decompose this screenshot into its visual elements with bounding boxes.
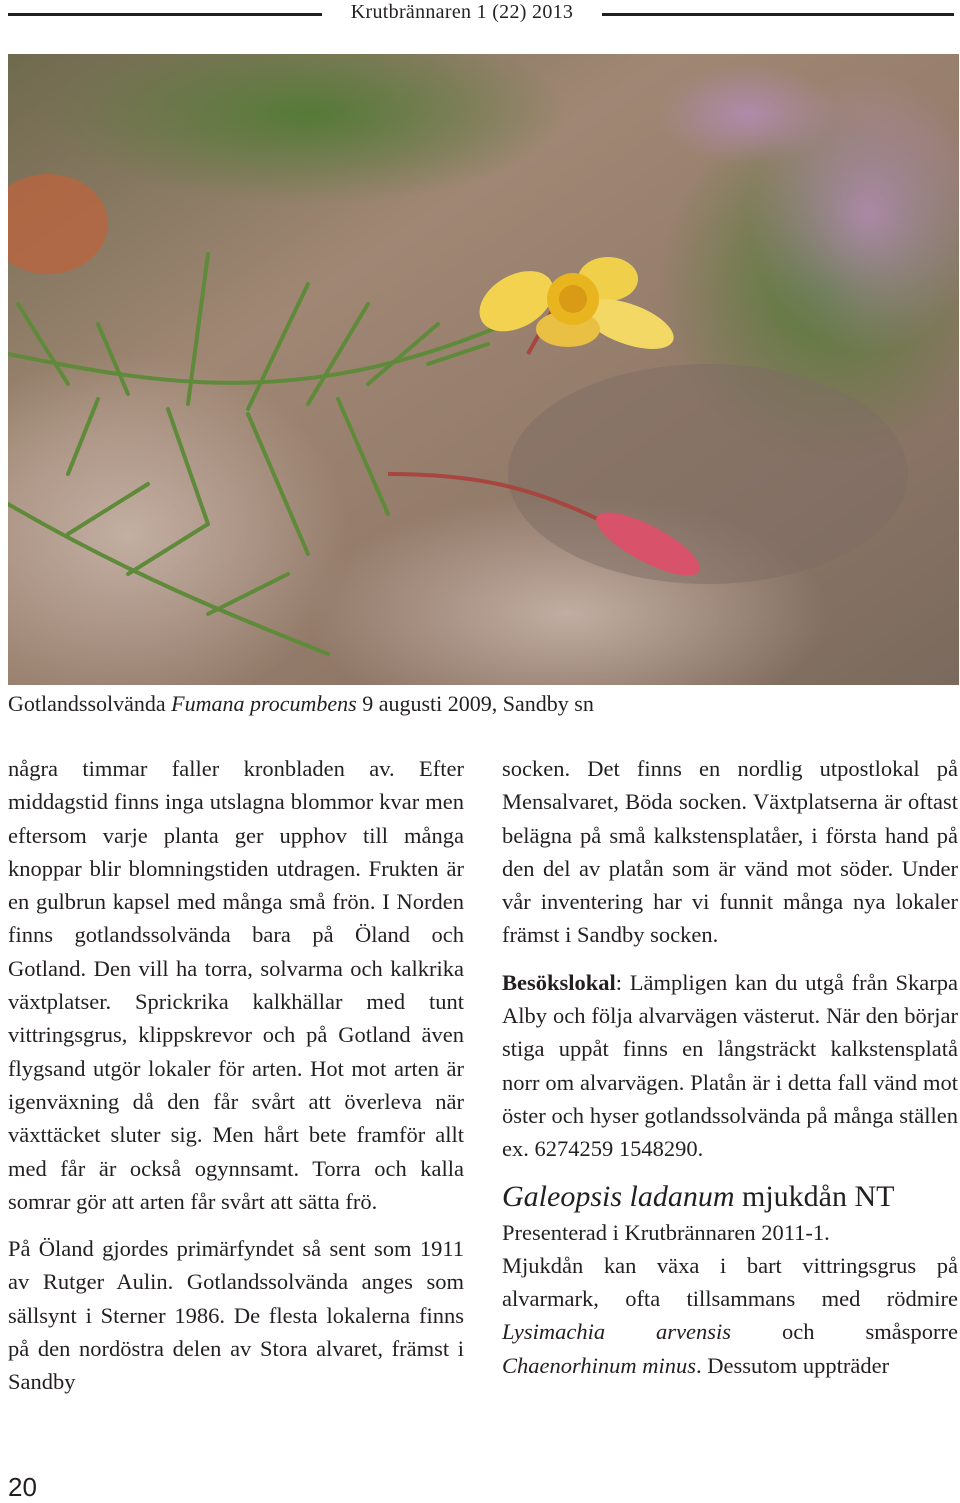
- page-number: 20: [8, 1472, 37, 1502]
- right-column: [502, 752, 958, 1382]
- flower-photo: [8, 54, 959, 685]
- header-rule-left: [8, 13, 322, 16]
- left-paragraph-2: På Öland gjordes primärfyndet så sent som 1911 av Rutger Aulin. Gotlandssolvända anges som sällsynt i Sterner 1986. De flesta lokalerna finns på den nordöstra delen av Stora alvaret, främst i Sandby: [8, 1236, 464, 1395]
- visit-paragraph: [502, 966, 958, 1166]
- p3-text-a: Mjukdån kan växa i bart vittringsgrus på alvarmark, ofta tillsammans med rödmire: [502, 1252, 958, 1312]
- caption-latin-name: Fumana procumbens: [171, 691, 357, 716]
- photo-caption: [8, 691, 948, 717]
- heading-common-name: mjukdån NT: [734, 1179, 895, 1213]
- right-paragraph-3: [502, 1249, 958, 1382]
- right-paragraph-1: socken. Det finns en nordlig utpostlokal på Mensalvaret, Böda socken. Växtplatserna är oftast belägna på små kalkstensplatåer, i första hand på den del av platån som är vänd mot söder. Under vår inventering har vi funnit många nya lokaler främst i Sandby socken.: [502, 756, 958, 948]
- left-paragraph-1: några timmar faller kronbladen av. Efter middagstid finns inga utslagna blommor kvar men eftersom varje planta ger upphov till många knoppar blir blomningstiden utdragen. Frukten är en gulbrun kapsel med många små frön. I Norden finns gotlandssolvända bara på Öland och Gotland. Den vill ha torra, solvarma och kalkrika växtplatser. Sprickrika kalkhällar med tunt vittringsgrus, klippskrevor och på Gotland även flygsand utgör lokaler för arten. Hot mot arten är igenväxning då den får svårt att överleva när växttäcket sluter sig. Men hårt bete framför allt med får är också ogynnsamt. Torra och kalla somrar gör att arten får svårt att sätta frö.: [8, 756, 464, 1214]
- caption-date-place: 9 augusti 2009, Sandby sn: [356, 691, 594, 716]
- left-column: [8, 752, 464, 1399]
- visit-text: : Lämpligen kan du utgå från Skarpa Alby och följa alvarvägen västerut. När den börjar stiga uppåt finns en långsträckt kalkstensplatå norr om alvarvägen. Platån är i detta fall vänd mot öster och hyser gotlandssolvända på många ställen ex. 6274259 1548290.: [502, 969, 958, 1162]
- page-header: [0, 0, 960, 28]
- p3-latin-1: Lysimachia arvensis: [502, 1319, 732, 1345]
- presented-line: Presenterad i Krutbrännaren 2011-1.: [502, 1219, 830, 1245]
- header-rule-right: [602, 13, 954, 16]
- journal-title: Krutbrännaren 1 (22) 2013: [350, 1, 574, 23]
- caption-species: Gotlandssolvända: [8, 691, 172, 716]
- p3-text-b: och småsporre: [731, 1319, 958, 1345]
- heading-latin-name: Galeopsis ladanum: [502, 1179, 735, 1213]
- section-heading: [502, 1178, 958, 1216]
- p3-latin-2: Chaenorhinum minus: [502, 1352, 696, 1378]
- flower-photo-illustration: [8, 54, 959, 685]
- visit-label: Besökslokal: [502, 969, 616, 995]
- p3-text-c: . Dessutom uppträder: [695, 1352, 890, 1378]
